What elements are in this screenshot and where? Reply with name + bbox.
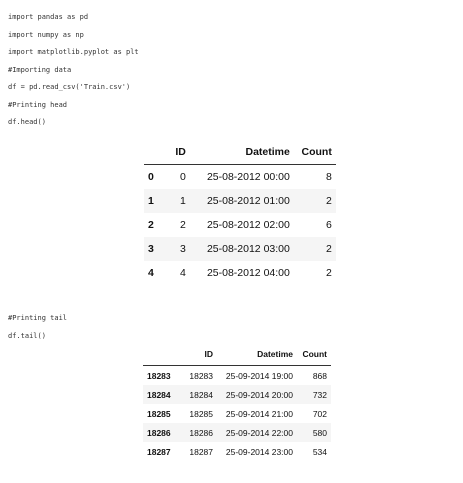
cell-id: 18284 [179, 385, 217, 404]
cell-id: 2 [180, 219, 186, 231]
table-row [144, 237, 336, 261]
code-cell-1[interactable] [8, 9, 139, 132]
table-row [143, 442, 331, 461]
cell-id: 3 [164, 237, 190, 261]
head-dataframe-table [144, 140, 336, 285]
column-header-id: ID [179, 343, 217, 366]
row-index: 0 [148, 171, 154, 183]
cell-datetime: 25-08-2012 04:00 [206, 267, 290, 279]
cell-count: 702 [312, 408, 327, 419]
table-row [144, 213, 336, 237]
cell-count: 732 [297, 385, 331, 404]
column-header-datetime: Datetime [190, 140, 294, 165]
cell-count: 6 [326, 219, 332, 231]
cell-count: 2 [326, 267, 332, 279]
cell-id: 1 [164, 189, 190, 213]
cell-datetime: 25-09-2014 20:00 [217, 385, 297, 404]
column-header-index [143, 343, 179, 366]
cell-datetime: 25-08-2012 03:00 [190, 237, 294, 261]
table-row [144, 165, 336, 190]
code-line: df = pd.read_csv('Train.csv') [8, 83, 131, 91]
cell-count: 2 [294, 189, 336, 213]
code-line: df.head() [8, 118, 46, 126]
table-row [143, 423, 331, 442]
cell-id: 18283 [189, 370, 213, 381]
code-line: import numpy as np [8, 30, 84, 39]
table-header-row [143, 343, 331, 366]
code-line: #Printing tail [8, 314, 68, 322]
cell-id: 18287 [189, 446, 213, 457]
cell-datetime: 25-08-2012 00:00 [206, 171, 290, 183]
table-header-row [144, 140, 336, 165]
code-line: #Importing data [8, 65, 72, 74]
table-row [144, 261, 336, 285]
table-row [143, 366, 331, 386]
column-header-index [144, 140, 164, 165]
cell-count: 868 [312, 370, 327, 381]
table-row [144, 189, 336, 213]
cell-datetime: 25-09-2014 23:00 [225, 446, 293, 457]
cell-datetime: 25-08-2012 01:00 [190, 189, 294, 213]
row-index: 18287 [147, 446, 171, 457]
cell-datetime: 25-09-2014 21:00 [225, 408, 293, 419]
row-index: 2 [148, 219, 154, 231]
code-line: df.tail() [8, 331, 46, 340]
row-index: 1 [144, 189, 164, 213]
row-index: 18284 [143, 385, 179, 404]
code-line: import pandas as pd [8, 13, 89, 21]
row-index: 18286 [143, 423, 179, 442]
row-index: 18285 [147, 408, 171, 419]
column-header-count: Count [294, 140, 336, 165]
cell-datetime: 25-09-2014 19:00 [225, 370, 293, 381]
column-header-count: Count [297, 343, 331, 366]
row-index: 4 [148, 267, 154, 279]
column-header-id: ID [164, 140, 190, 165]
cell-count: 8 [326, 171, 332, 183]
cell-id: 18286 [179, 423, 217, 442]
cell-id: 0 [180, 171, 186, 183]
cell-count: 580 [297, 423, 331, 442]
row-index: 18283 [147, 370, 171, 381]
table-row [143, 385, 331, 404]
cell-id: 18285 [189, 408, 213, 419]
code-line: #Printing head [8, 100, 68, 109]
cell-datetime: 25-09-2014 22:00 [217, 423, 297, 442]
row-index: 3 [144, 237, 164, 261]
cell-datetime: 25-08-2012 02:00 [206, 219, 290, 231]
cell-count: 2 [294, 237, 336, 261]
cell-count: 534 [312, 446, 327, 457]
code-cell-2[interactable] [8, 310, 67, 345]
table-row [143, 404, 331, 423]
cell-id: 4 [180, 267, 186, 279]
column-header-datetime: Datetime [217, 343, 297, 366]
code-line: import matplotlib.pyplot as plt [8, 48, 139, 56]
tail-dataframe-table [143, 343, 331, 461]
